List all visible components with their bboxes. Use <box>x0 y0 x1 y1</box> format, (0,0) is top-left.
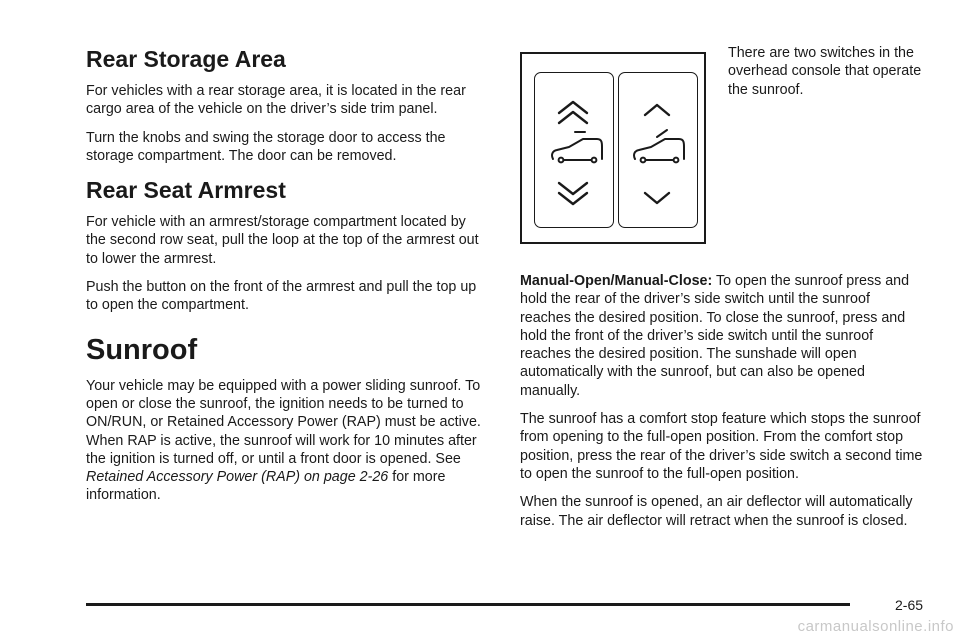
double-chevron-down-icon <box>559 183 587 204</box>
car-sunroof-icon <box>552 132 602 162</box>
sunroof-switch-illustration <box>520 52 706 244</box>
manual-open-close-paragraph <box>520 272 924 400</box>
rear-storage-paragraph-2: Turn the knobs and swing the storage door to access the storage compartment. The door can be removed. <box>86 129 446 164</box>
figure-caption: There are two switches in the overhead console that operate the sunroof. <box>728 45 922 98</box>
footer-rule <box>86 603 850 606</box>
sunroof-switch-figure-row <box>520 44 924 244</box>
driver-switch-symbols <box>535 73 615 229</box>
passenger-sunroof-switch <box>618 72 698 228</box>
watermark: carmanualsonline.info <box>797 618 954 635</box>
comfort-stop-paragraph: The sunroof has a comfort stop feature which stops the sunroof from opening to the full-open position. From the comfort stop position, press the rear of the driver’s side switch a second time to open the sunroof to the full-open position. <box>520 411 923 482</box>
driver-sunroof-switch <box>534 72 614 228</box>
page-number: 2-65 <box>895 597 924 613</box>
heading-rear-seat-armrest: Rear Seat Armrest <box>86 177 286 204</box>
car-sunroof-tilt-icon <box>634 130 684 162</box>
chevron-down-icon <box>645 193 669 203</box>
manual-open-close-text: To open the sunroof press and hold the rear of the driver’s side switch until the sunroof reaches the desired position. To close the sunroof, press and hold the front of the driver’s side switch until the sunroof reaches the desired position. The sunshade will open automatically with the sunroof, but can also be opened manually. <box>520 273 910 399</box>
right-column <box>520 44 924 540</box>
rear-storage-paragraph-1: For vehicles with a rear storage area, it is located in the rear cargo area of the vehicle on the driver’s side trim panel. <box>86 83 466 118</box>
passenger-switch-symbols <box>619 73 699 229</box>
manual-open-close-label: Manual-Open/Manual-Close: <box>520 273 713 289</box>
air-deflector-paragraph: When the sunroof is opened, an air deflector will automatically raise. The air deflector will retract when the sunroof is closed. <box>520 494 913 529</box>
rap-page-reference[interactable]: Retained Accessory Power (RAP) on page 2-26 <box>86 469 389 486</box>
sunroof-text: Your vehicle may be equipped with a power sliding sunroof. To open or close the sunroof, the ignition needs to be turned to ON/RUN, or Retained Accessory Power (RAP) must be active. When RAP is active, the sunroof will work for 10 minutes after the ignition is turned off, or until a front door is opened. See <box>86 377 481 467</box>
sunroof-text-tail: for more information. <box>86 469 446 504</box>
armrest-paragraph-2: Push the button on the front of the armrest and pull the top up to open the compartment. <box>86 279 477 314</box>
sunroof-paragraph <box>86 377 488 505</box>
heading-rear-storage: Rear Storage Area <box>86 46 286 72</box>
left-column <box>86 44 488 515</box>
heading-sunroof: Sunroof <box>86 333 198 366</box>
double-chevron-up-icon <box>559 102 587 123</box>
chevron-up-icon <box>645 105 669 115</box>
armrest-paragraph-1: For vehicle with an armrest/storage compartment located by the second row seat, pull the loop at the top of the armrest out to lower the armrest. <box>86 214 479 267</box>
